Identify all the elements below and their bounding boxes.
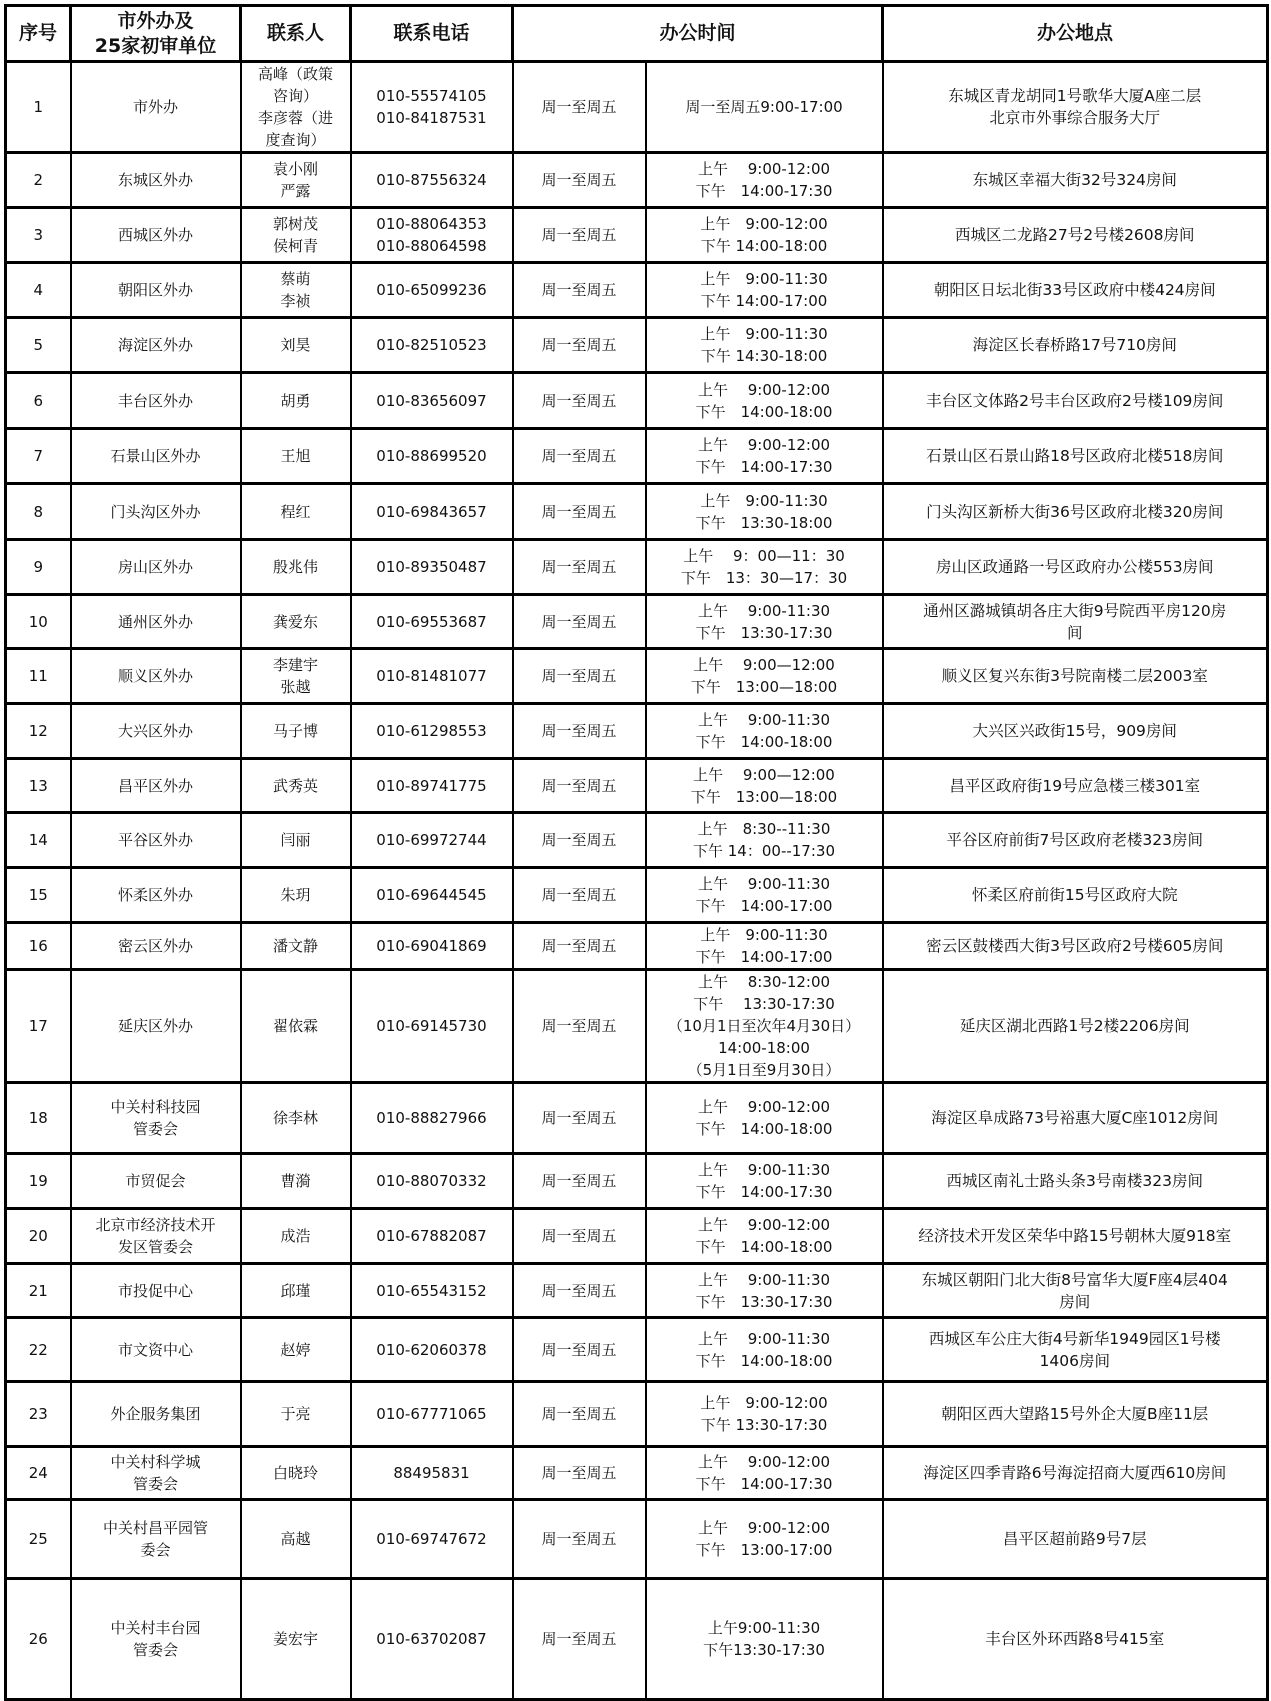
phone-number: 010-63702087: [351, 1579, 513, 1700]
office-days: 周一至周五: [513, 1154, 646, 1209]
office-days: 周一至周五: [513, 373, 646, 429]
contact-person: 赵婷: [241, 1318, 351, 1382]
office-days: 周一至周五: [513, 704, 646, 759]
unit-name: 中关村丰台园 管委会: [71, 1579, 241, 1700]
contact-person: 成浩: [241, 1209, 351, 1264]
contact-person: 翟依霖: [241, 970, 351, 1083]
office-hours: 上午9:00-11:30 下午13:30-17:30: [646, 1579, 883, 1700]
office-days: 周一至周五: [513, 1382, 646, 1447]
unit-name: 平谷区外办: [71, 813, 241, 868]
office-address: 昌平区政府街19号应急楼三楼301室: [883, 759, 1268, 813]
table-row: [6, 1382, 1268, 1447]
office-hours: 上午 9:00-11:30 下午 14:00-17:30: [646, 1154, 883, 1209]
table-row: [6, 1154, 1268, 1209]
table-row: [6, 923, 1268, 970]
table-row: [6, 759, 1268, 813]
office-days: 周一至周五: [513, 208, 646, 263]
phone-number: 010-69972744: [351, 813, 513, 868]
table-row: [6, 540, 1268, 595]
unit-name: 顺义区外办: [71, 649, 241, 704]
office-address: 东城区青龙胡同1号歌华大厦A座二层 北京市外事综合服务大厅: [883, 62, 1268, 153]
contact-person: 袁小刚 严露: [241, 153, 351, 208]
unit-name: 房山区外办: [71, 540, 241, 595]
office-address: 海淀区阜成路73号裕惠大厦C座1012房间: [883, 1083, 1268, 1154]
row-number: 8: [6, 484, 71, 540]
header-contact: 联系人: [241, 6, 351, 62]
header-address: 办公地点: [883, 6, 1268, 62]
unit-name: 密云区外办: [71, 923, 241, 970]
row-number: 20: [6, 1209, 71, 1264]
office-hours: 上午 9:00-11:30 下午 14:00-17:00: [646, 923, 883, 970]
office-address: 延庆区湖北西路1号2楼2206房间: [883, 970, 1268, 1083]
row-number: 11: [6, 649, 71, 704]
office-address: 平谷区府前街7号区政府老楼323房间: [883, 813, 1268, 868]
table-row: [6, 263, 1268, 318]
phone-number: 010-69145730: [351, 970, 513, 1083]
contact-person: 李建宇 张越: [241, 649, 351, 704]
phone-number: 010-69041869: [351, 923, 513, 970]
office-address: 门头沟区新桥大街36号区政府北楼320房间: [883, 484, 1268, 540]
contact-person: 高越: [241, 1500, 351, 1579]
office-address: 昌平区超前路9号7层: [883, 1500, 1268, 1579]
row-number: 2: [6, 153, 71, 208]
office-hours: 上午 9:00-11:30 下午 13:30-18:00: [646, 484, 883, 540]
contact-person: 徐李林: [241, 1083, 351, 1154]
row-number: 4: [6, 263, 71, 318]
office-hours: 上午 9:00-11:30 下午 13:30-17:30: [646, 1264, 883, 1318]
contact-person: 闫丽: [241, 813, 351, 868]
office-address: 海淀区长春桥路17号710房间: [883, 318, 1268, 373]
office-hours: 周一至周五9:00-17:00: [646, 62, 883, 153]
office-hours: 上午 9:00-11:30 下午 14:00-17:00: [646, 868, 883, 923]
table-row: [6, 318, 1268, 373]
office-address: 西城区南礼士路头条3号南楼323房间: [883, 1154, 1268, 1209]
unit-name: 朝阳区外办: [71, 263, 241, 318]
row-number: 1: [6, 62, 71, 153]
phone-number: 010-69843657: [351, 484, 513, 540]
row-number: 14: [6, 813, 71, 868]
unit-name: 门头沟区外办: [71, 484, 241, 540]
row-number: 24: [6, 1447, 71, 1500]
office-hours: 上午 9:00-12:00 下午 14:00-17:30: [646, 1447, 883, 1500]
contact-person: 朱玥: [241, 868, 351, 923]
row-number: 12: [6, 704, 71, 759]
row-number: 19: [6, 1154, 71, 1209]
contact-person: 蔡萌 李祯: [241, 263, 351, 318]
office-hours: 上午 9：00—11：30 下午 13：30—17：30: [646, 540, 883, 595]
table-row: [6, 1447, 1268, 1500]
office-days: 周一至周五: [513, 429, 646, 484]
unit-name: 市贸促会: [71, 1154, 241, 1209]
office-address: 通州区潞城镇胡各庄大街9号院西平房120房 间: [883, 595, 1268, 649]
office-hours: 上午 8:30-12:00 下午 13:30-17:30 （10月1日至次年4月30日） 14:00-18:00 （5月1日至9月30日）: [646, 970, 883, 1083]
table-row: [6, 649, 1268, 704]
unit-name: 市文资中心: [71, 1318, 241, 1382]
phone-number: 010-87556324: [351, 153, 513, 208]
office-days: 周一至周五: [513, 1083, 646, 1154]
unit-name: 丰台区外办: [71, 373, 241, 429]
phone-number: 010-55574105 010-84187531: [351, 62, 513, 153]
unit-name: 外企服务集团: [71, 1382, 241, 1447]
table-row: [6, 595, 1268, 649]
row-number: 23: [6, 1382, 71, 1447]
unit-name: 大兴区外办: [71, 704, 241, 759]
unit-name: 海淀区外办: [71, 318, 241, 373]
table-row: [6, 970, 1268, 1083]
row-number: 15: [6, 868, 71, 923]
office-address: 经济技术开发区荣华中路15号朝林大厦918室: [883, 1209, 1268, 1264]
table-row: [6, 1318, 1268, 1382]
office-hours: 上午 9:00-12:00 下午 14:00-17:30: [646, 153, 883, 208]
row-number: 25: [6, 1500, 71, 1579]
office-days: 周一至周五: [513, 649, 646, 704]
phone-number: 010-88070332: [351, 1154, 513, 1209]
office-hours: 上午 9:00—12:00 下午 13:00—18:00: [646, 759, 883, 813]
office-days: 周一至周五: [513, 595, 646, 649]
office-hours: 上午 9:00-12:00 下午 14:00-17:30: [646, 429, 883, 484]
contact-person: 郭树茂 侯柯青: [241, 208, 351, 263]
office-hours: 上午 9:00-11:30 下午 14:00-18:00: [646, 1318, 883, 1382]
contact-person: 马子博: [241, 704, 351, 759]
table-row: [6, 813, 1268, 868]
phone-number: 88495831: [351, 1447, 513, 1500]
header-phone: 联系电话: [351, 6, 513, 62]
phone-number: 010-88827966: [351, 1083, 513, 1154]
unit-name: 市投促中心: [71, 1264, 241, 1318]
office-hours: 上午 9:00-12:00 下午 14:00-18:00: [646, 208, 883, 263]
phone-number: 010-69747672: [351, 1500, 513, 1579]
phone-number: 010-82510523: [351, 318, 513, 373]
row-number: 16: [6, 923, 71, 970]
office-address: 房山区政通路一号区政府办公楼553房间: [883, 540, 1268, 595]
office-address: 朝阳区日坛北街33号区政府中楼424房间: [883, 263, 1268, 318]
office-hours: 上午 9:00-12:00 下午 14:00-18:00: [646, 1083, 883, 1154]
table-row: [6, 1083, 1268, 1154]
office-days: 周一至周五: [513, 813, 646, 868]
contact-person: 刘昊: [241, 318, 351, 373]
phone-number: 010-89350487: [351, 540, 513, 595]
table-row: [6, 153, 1268, 208]
row-number: 21: [6, 1264, 71, 1318]
phone-number: 010-65099236: [351, 263, 513, 318]
unit-name: 东城区外办: [71, 153, 241, 208]
phone-number: 010-65543152: [351, 1264, 513, 1318]
header-no: 序号: [6, 6, 71, 62]
unit-name: 延庆区外办: [71, 970, 241, 1083]
office-address: 朝阳区西大望路15号外企大厦B座11层: [883, 1382, 1268, 1447]
table-row: [6, 1209, 1268, 1264]
unit-name: 中关村昌平园管 委会: [71, 1500, 241, 1579]
unit-name: 怀柔区外办: [71, 868, 241, 923]
office-days: 周一至周五: [513, 318, 646, 373]
table-row: [6, 208, 1268, 263]
contact-person: 于亮: [241, 1382, 351, 1447]
contact-person: 白晓玲: [241, 1447, 351, 1500]
row-number: 17: [6, 970, 71, 1083]
office-days: 周一至周五: [513, 1264, 646, 1318]
row-number: 18: [6, 1083, 71, 1154]
office-address: 丰台区文体路2号丰台区政府2号楼109房间: [883, 373, 1268, 429]
unit-name: 石景山区外办: [71, 429, 241, 484]
contact-person: 姜宏宇: [241, 1579, 351, 1700]
phone-number: 010-81481077: [351, 649, 513, 704]
row-number: 5: [6, 318, 71, 373]
office-days: 周一至周五: [513, 1579, 646, 1700]
header-office-hours: 办公时间: [513, 6, 883, 62]
office-days: 周一至周五: [513, 484, 646, 540]
table-row: [6, 1579, 1268, 1700]
phone-number: 010-69553687: [351, 595, 513, 649]
contact-person: 邱瑾: [241, 1264, 351, 1318]
table-row: [6, 868, 1268, 923]
office-address: 东城区幸福大街32号324房间: [883, 153, 1268, 208]
office-hours: 上午 9:00-11:30 下午 14:00-18:00: [646, 704, 883, 759]
unit-name: 市外办: [71, 62, 241, 153]
unit-name: 中关村科学城 管委会: [71, 1447, 241, 1500]
row-number: 6: [6, 373, 71, 429]
office-days: 周一至周五: [513, 62, 646, 153]
table-row: [6, 373, 1268, 429]
table-row: [6, 704, 1268, 759]
office-days: 周一至周五: [513, 153, 646, 208]
office-days: 周一至周五: [513, 263, 646, 318]
contact-person: 武秀英: [241, 759, 351, 813]
office-hours: 上午 9:00-11:30 下午 14:30-18:00: [646, 318, 883, 373]
office-hours: 上午 9:00-12:00 下午 13:00-17:00: [646, 1500, 883, 1579]
table-body: [6, 62, 1268, 1700]
unit-name: 通州区外办: [71, 595, 241, 649]
office-address: 海淀区四季青路6号海淀招商大厦西610房间: [883, 1447, 1268, 1500]
contact-person: 胡勇: [241, 373, 351, 429]
office-days: 周一至周五: [513, 923, 646, 970]
phone-number: 010-89741775: [351, 759, 513, 813]
contact-person: 曹漪: [241, 1154, 351, 1209]
contact-person: 潘文静: [241, 923, 351, 970]
unit-name: 昌平区外办: [71, 759, 241, 813]
unit-name: 北京市经济技术开 发区管委会: [71, 1209, 241, 1264]
office-address: 石景山区石景山路18号区政府北楼518房间: [883, 429, 1268, 484]
phone-number: 010-67882087: [351, 1209, 513, 1264]
office-days: 周一至周五: [513, 1500, 646, 1579]
office-address: 东城区朝阳门北大街8号富华大厦F座4层404 房间: [883, 1264, 1268, 1318]
contact-person: 高峰（政策 咨询） 李彦蓉（进 度查询）: [241, 62, 351, 153]
row-number: 9: [6, 540, 71, 595]
office-hours: 上午 8:30--11:30 下午 14：00--17:30: [646, 813, 883, 868]
row-number: 3: [6, 208, 71, 263]
office-days: 周一至周五: [513, 1318, 646, 1382]
header-row: [6, 6, 1268, 62]
row-number: 22: [6, 1318, 71, 1382]
row-number: 26: [6, 1579, 71, 1700]
phone-number: 010-61298553: [351, 704, 513, 759]
office-hours: 上午 9:00—12:00 下午 13:00—18:00: [646, 649, 883, 704]
contact-person: 殷兆伟: [241, 540, 351, 595]
table-row: [6, 1264, 1268, 1318]
office-address: 顺义区复兴东街3号院南楼二层2003室: [883, 649, 1268, 704]
office-days: 周一至周五: [513, 970, 646, 1083]
office-address: 怀柔区府前街15号区政府大院: [883, 868, 1268, 923]
office-address: 丰台区外环西路8号415室: [883, 1579, 1268, 1700]
contact-person: 龚爱东: [241, 595, 351, 649]
phone-number: 010-88064353 010-88064598: [351, 208, 513, 263]
table-row: [6, 429, 1268, 484]
phone-number: 010-62060378: [351, 1318, 513, 1382]
office-hours: 上午 9:00-11:30 下午 14:00-17:00: [646, 263, 883, 318]
office-days: 周一至周五: [513, 540, 646, 595]
row-number: 10: [6, 595, 71, 649]
office-hours: 上午 9:00-12:00 下午 13:30-17:30: [646, 1382, 883, 1447]
phone-number: 010-88699520: [351, 429, 513, 484]
phone-number: 010-69644545: [351, 868, 513, 923]
header-unit: 市外办及 25家初审单位: [71, 6, 241, 62]
contact-table: [4, 4, 1269, 1701]
table-row: [6, 1500, 1268, 1579]
unit-name: 中关村科技园 管委会: [71, 1083, 241, 1154]
row-number: 7: [6, 429, 71, 484]
office-days: 周一至周五: [513, 1447, 646, 1500]
table-row: [6, 484, 1268, 540]
table-row: [6, 62, 1268, 153]
office-hours: 上午 9:00-12:00 下午 14:00-18:00: [646, 1209, 883, 1264]
office-hours: 上午 9:00-11:30 下午 13:30-17:30: [646, 595, 883, 649]
office-hours: 上午 9:00-12:00 下午 14:00-18:00: [646, 373, 883, 429]
office-days: 周一至周五: [513, 868, 646, 923]
office-address: 密云区鼓楼西大街3号区政府2号楼605房间: [883, 923, 1268, 970]
office-address: 大兴区兴政街15号，909房间: [883, 704, 1268, 759]
contact-person: 程红: [241, 484, 351, 540]
contact-person: 王旭: [241, 429, 351, 484]
phone-number: 010-83656097: [351, 373, 513, 429]
office-days: 周一至周五: [513, 1209, 646, 1264]
office-days: 周一至周五: [513, 759, 646, 813]
row-number: 13: [6, 759, 71, 813]
office-address: 西城区车公庄大街4号新华1949园区1号楼 1406房间: [883, 1318, 1268, 1382]
office-address: 西城区二龙路27号2号楼2608房间: [883, 208, 1268, 263]
phone-number: 010-67771065: [351, 1382, 513, 1447]
unit-name: 西城区外办: [71, 208, 241, 263]
